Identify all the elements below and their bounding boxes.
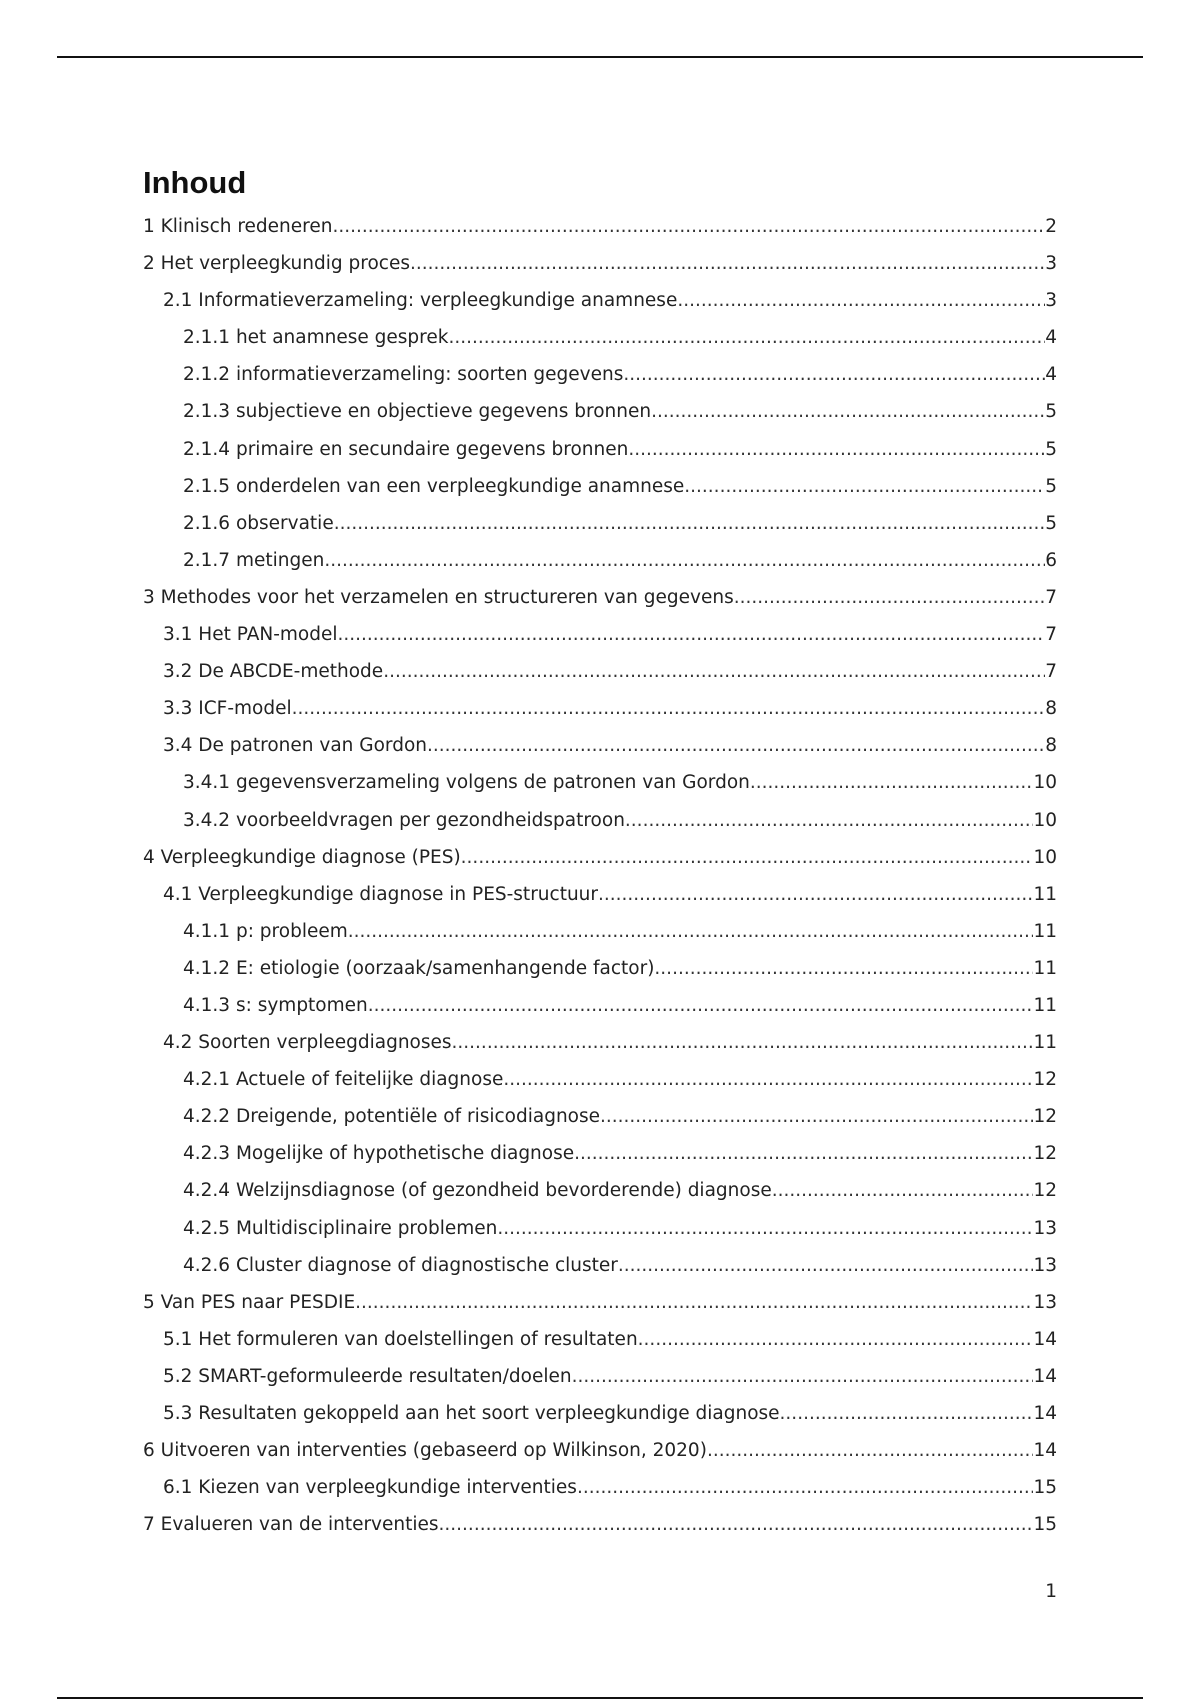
toc-entry-title: 3.4 De patronen van Gordon	[163, 735, 427, 757]
toc-entry-page: 10	[1033, 772, 1057, 794]
toc-entry-title: 4.2 Soorten verpleegdiagnoses	[163, 1032, 452, 1054]
toc-dot-leader	[600, 1106, 1033, 1127]
toc-dot-leader	[684, 476, 1045, 497]
toc-entry-title: 4.2.3 Mogelijke of hypothetische diagnose	[183, 1143, 575, 1165]
toc-entry-page: 7	[1045, 586, 1057, 608]
toc-entry[interactable]	[143, 1329, 1057, 1366]
toc-entry-page: 14	[1033, 1403, 1057, 1424]
toc-dot-leader	[324, 550, 1045, 571]
toc-entry-title: 4.1.2 E: etiologie (oorzaak/samenhangende factor)	[183, 957, 655, 979]
toc-dot-leader	[734, 587, 1045, 608]
toc-entry-page: 4	[1045, 364, 1057, 386]
toc-entry-page: 12	[1033, 1180, 1057, 1202]
toc-entry-page: 4	[1045, 327, 1057, 349]
toc-dot-leader	[707, 1440, 1034, 1461]
toc-entry-title: 2.1.3 subjectieve en objectieve gegevens bronnen	[183, 401, 652, 423]
toc-entry-title: 5.1 Het formuleren van doelstellingen of resultaten	[163, 1328, 638, 1350]
toc-entry[interactable]	[143, 290, 1057, 327]
toc-dot-leader	[598, 884, 1033, 905]
toc-entry[interactable]	[143, 1514, 1057, 1551]
toc-dot-leader	[452, 1032, 1034, 1053]
toc-entry-page: 12	[1033, 1069, 1057, 1091]
toc-dot-leader	[355, 1292, 1033, 1313]
toc-dot-leader	[334, 513, 1046, 534]
toc-dot-leader	[410, 253, 1045, 274]
toc-entry-page: 2	[1045, 216, 1057, 237]
toc-entry[interactable]	[143, 810, 1057, 847]
toc-dot-leader	[348, 921, 1034, 942]
toc-entry-page: 14	[1033, 1365, 1057, 1387]
page-number: 1	[1045, 1581, 1057, 1602]
toc-entry-page: 11	[1033, 994, 1057, 1016]
toc-entry[interactable]	[143, 921, 1057, 958]
toc-entry-title: 1 Klinisch redeneren	[143, 216, 333, 237]
toc-entry-page: 14	[1033, 1328, 1057, 1350]
toc-dot-leader	[638, 1329, 1034, 1350]
toc-entry[interactable]	[143, 884, 1057, 921]
toc-entry-title: 2.1.6 observatie	[183, 512, 334, 534]
toc-entry[interactable]	[143, 401, 1057, 438]
toc-entry[interactable]	[143, 253, 1057, 290]
toc-entry[interactable]	[143, 439, 1057, 476]
toc-entry-title: 2.1.1 het anamnese gesprek	[183, 327, 449, 349]
toc-entry-title: 4.1.1 p: probleem	[183, 920, 348, 942]
toc-entry[interactable]	[143, 661, 1057, 698]
toc-entry[interactable]	[143, 476, 1057, 513]
toc-entry-title: 6.1 Kiezen van verpleegkundige interventies	[163, 1477, 577, 1499]
toc-entry-title: 4.1.3 s: symptomen	[183, 994, 368, 1016]
toc-entry-page: 7	[1045, 624, 1057, 646]
toc-entry-page: 3	[1045, 253, 1057, 275]
toc-dot-leader	[772, 1180, 1034, 1201]
toc-dot-leader	[461, 847, 1034, 868]
toc-entry-title: 2.1 Informatieverzameling: verpleegkundige anamnese	[163, 290, 678, 312]
toc-entry-title: 2.1.4 primaire en secundaire gegevens bronnen	[183, 438, 629, 460]
toc-entry-title: 2.1.7 metingen	[183, 549, 325, 571]
toc-entry-title: 4.2.6 Cluster diagnose of diagnostische cluster	[183, 1254, 618, 1276]
toc-dot-leader	[439, 1514, 1034, 1535]
toc-dot-leader	[383, 661, 1045, 682]
toc-dot-leader	[503, 1069, 1033, 1090]
toc-entry-title: 4.1 Verpleegkundige diagnose in PES-structuur	[163, 883, 599, 905]
toc-entry[interactable]	[143, 772, 1057, 809]
toc-dot-leader	[618, 1255, 1034, 1276]
toc-entry-page: 7	[1045, 661, 1057, 683]
toc-entry-title: 4.2.1 Actuele of feitelijke diagnose	[183, 1069, 504, 1091]
toc-dot-leader	[337, 624, 1045, 645]
toc-entry-page: 13	[1033, 1254, 1057, 1276]
toc-entry-page: 11	[1033, 920, 1057, 942]
toc-entry[interactable]	[143, 1218, 1057, 1255]
toc-entry-page: 5	[1045, 512, 1057, 534]
toc-dot-leader	[292, 698, 1046, 719]
toc-entry[interactable]	[143, 958, 1057, 995]
toc-entry[interactable]	[143, 513, 1057, 550]
toc-entry-page: 13	[1033, 1217, 1057, 1239]
toc-dot-leader	[750, 772, 1034, 793]
toc-entry-page: 11	[1033, 1032, 1057, 1054]
toc-dot-leader	[577, 1477, 1034, 1498]
toc-entry-title: 4.2.4 Welzijnsdiagnose (of gezondheid bevorderende) diagnose	[183, 1180, 772, 1202]
toc-entry-page: 6	[1045, 549, 1057, 571]
toc-entry[interactable]	[143, 1440, 1057, 1477]
toc-entry[interactable]	[143, 216, 1057, 253]
toc-entry[interactable]	[143, 1292, 1057, 1329]
toc-entry-page: 5	[1045, 401, 1057, 423]
toc-entry-title: 4.2.5 Multidisciplinaire problemen	[183, 1217, 498, 1239]
toc-entry[interactable]	[143, 1403, 1057, 1440]
toc-dot-leader	[628, 439, 1045, 460]
toc-entry-page: 13	[1033, 1291, 1057, 1313]
toc-entry[interactable]	[143, 847, 1057, 884]
toc-entry-title: 3.2 De ABCDE-methode	[163, 661, 384, 683]
toc-entry-title: 3.4.2 voorbeeldvragen per gezondheidspatroon	[183, 809, 625, 831]
toc-entry-title: 2.1.2 informatieverzameling: soorten gegevens	[183, 364, 624, 386]
toc-entry-page: 15	[1033, 1477, 1057, 1499]
toc-entry[interactable]	[143, 1069, 1057, 1106]
toc-dot-leader	[677, 290, 1045, 311]
toc-entry-title: 3.1 Het PAN-model	[163, 624, 338, 646]
toc-entry[interactable]	[143, 735, 1057, 772]
toc-entry-title: 5.2 SMART-geformuleerde resultaten/doelen	[163, 1365, 572, 1387]
toc-entry-page: 12	[1033, 1143, 1057, 1165]
toc-entry[interactable]	[143, 1106, 1057, 1143]
toc-entry-page: 12	[1033, 1106, 1057, 1128]
toc-entry-title: 4 Verpleegkundige diagnose (PES)	[143, 846, 461, 868]
toc-entry-title: 3.3 ICF-model	[163, 698, 292, 720]
toc-dot-leader	[497, 1218, 1033, 1239]
toc-entry[interactable]	[143, 1477, 1057, 1514]
toc-entry-page: 5	[1045, 438, 1057, 460]
footer-rule	[57, 1697, 1143, 1699]
toc-entry-title: 7 Evalueren van de interventies	[143, 1514, 439, 1536]
toc-entry[interactable]	[143, 587, 1057, 624]
toc-dot-leader	[654, 958, 1033, 979]
toc-entry[interactable]	[143, 550, 1057, 587]
toc-entry[interactable]	[143, 698, 1057, 735]
toc-dot-leader	[574, 1143, 1033, 1164]
toc-dot-leader	[780, 1403, 1034, 1424]
toc-entry-title: 3.4.1 gegevensverzameling volgens de patronen van Gordon	[183, 772, 750, 794]
toc-entry-page: 8	[1045, 698, 1057, 720]
toc-dot-leader	[572, 1366, 1034, 1387]
toc-entry-page: 5	[1045, 475, 1057, 497]
toc-entry-title: 4.2.2 Dreigende, potentiële of risicodiagnose	[183, 1106, 601, 1128]
toc-dot-leader	[332, 216, 1045, 237]
toc-entry-page: 10	[1033, 809, 1057, 831]
toc-entry-page: 11	[1033, 957, 1057, 979]
toc-heading: Inhoud	[143, 165, 247, 200]
toc-dot-leader	[427, 735, 1045, 756]
toc-entry-page: 15	[1033, 1514, 1057, 1536]
toc-entry[interactable]	[143, 1180, 1057, 1217]
toc-entry-title: 2.1.5 onderdelen van een verpleegkundige anamnese	[183, 475, 685, 497]
toc-entry-title: 5 Van PES naar PESDIE	[143, 1291, 356, 1313]
toc-entry-page: 8	[1045, 735, 1057, 757]
toc-entry[interactable]	[143, 327, 1057, 364]
toc-entry[interactable]	[143, 1143, 1057, 1180]
toc-entry-title: 6 Uitvoeren van interventies (gebaseerd op Wilkinson, 2020)	[143, 1440, 707, 1462]
toc-dot-leader	[625, 810, 1034, 831]
toc-entry-page: 14	[1033, 1440, 1057, 1462]
toc-dot-leader	[623, 364, 1045, 385]
toc-entry[interactable]	[143, 1032, 1057, 1069]
table-of-contents	[143, 216, 1057, 1551]
toc-entry[interactable]	[143, 1255, 1057, 1292]
toc-dot-leader	[368, 995, 1034, 1016]
toc-entry[interactable]	[143, 364, 1057, 401]
toc-entry[interactable]	[143, 624, 1057, 661]
toc-entry[interactable]	[143, 1366, 1057, 1403]
header-rule	[57, 56, 1143, 58]
toc-entry-title: 5.3 Resultaten gekoppeld aan het soort verpleegkundige diagnose	[163, 1403, 780, 1424]
toc-entry-title: 3 Methodes voor het verzamelen en structureren van gegevens	[143, 586, 734, 608]
toc-entry-page: 11	[1033, 883, 1057, 905]
toc-entry-title: 2 Het verpleegkundig proces	[143, 253, 410, 275]
toc-entry[interactable]	[143, 995, 1057, 1032]
toc-entry-page: 10	[1033, 846, 1057, 868]
toc-entry-page: 3	[1045, 290, 1057, 312]
toc-dot-leader	[448, 327, 1045, 348]
toc-dot-leader	[651, 401, 1045, 422]
